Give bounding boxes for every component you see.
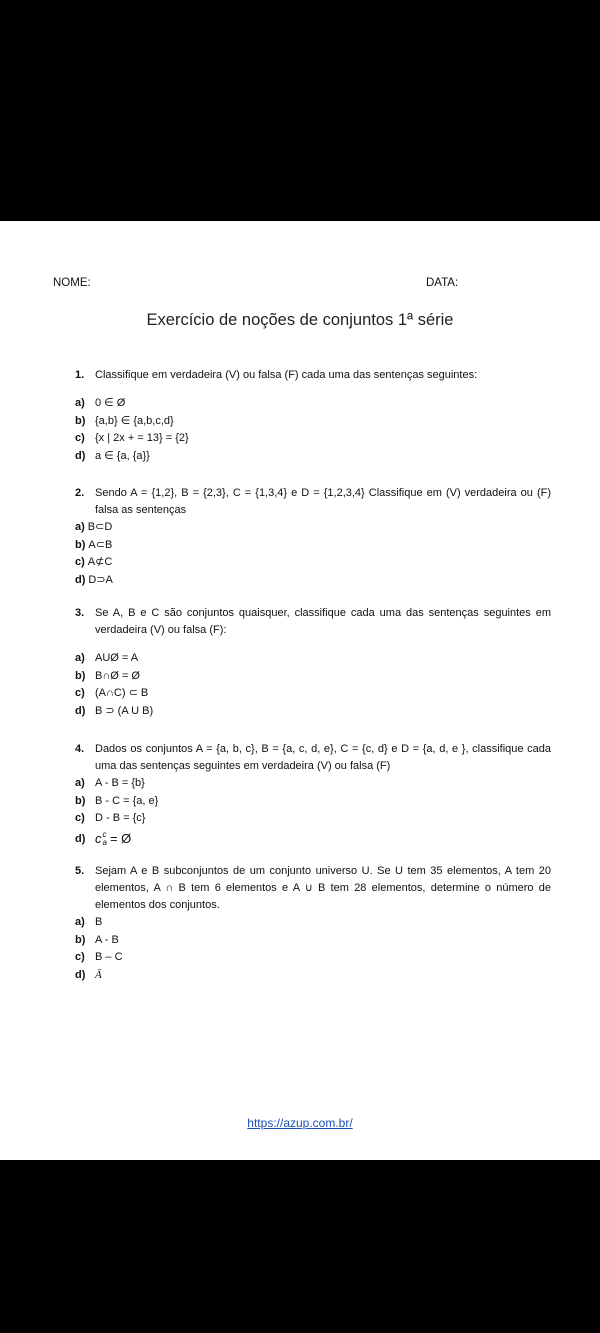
option-d: d) Ā	[75, 968, 102, 981]
option-c: c) B – C	[75, 951, 123, 963]
question-2	[75, 485, 551, 589]
question-1	[75, 367, 551, 465]
option-c: c) A⊄C	[75, 556, 113, 568]
option-d: d) a ∈ {a, {a}}	[75, 449, 150, 462]
option-b: b) {a,b} ∈ {a,b,c,d}	[75, 414, 174, 427]
question-5	[75, 863, 551, 984]
footer-link[interactable]: https://azup.com.br/	[247, 1116, 353, 1130]
option-a: a) A - B = {b}	[75, 777, 145, 789]
question-text: Dados os conjuntos A = {a, b, c}, B = {a, c, d, e}, C = {c, d} e D = {a, d, e }, classifique cada uma das sentenças seguintes em verdadeira (V) ou falsa (F)	[95, 743, 551, 772]
question-text: Sendo A = {1,2}, B = {2,3}, C = {1,3,4} e D = {1,2,3,4} Classifique em (V) verdadeira ou (F) falsa as sentenças	[95, 487, 551, 516]
question-4	[75, 741, 551, 850]
question-3	[75, 605, 551, 720]
option-b: b) A⊂B	[75, 538, 113, 551]
question-number: 4.	[75, 743, 85, 755]
option-b: b) B∩Ø = Ø	[75, 669, 140, 682]
document-page	[0, 221, 600, 1160]
option-d: d) B ⊃ (A U B)	[75, 704, 154, 717]
name-label: NOME:	[53, 277, 91, 289]
page-title: Exercício de noções de conjuntos 1ª série	[146, 311, 454, 329]
option-b: b) A - B	[75, 933, 119, 946]
option-d: d) D⊃A	[75, 573, 113, 586]
question-number: 5.	[75, 865, 85, 877]
question-text: Se A, B e C são conjuntos quaisquer, classifique cada uma das sentenças seguintes em verdadeira (V) ou falsa (F):	[95, 607, 551, 636]
option-a: a) B⊂D	[75, 521, 113, 533]
option-c: c) {x | 2x + = 13} = {2}	[75, 432, 189, 444]
option-b: b) B - C = {a, e}	[75, 794, 159, 807]
question-number: 1.	[75, 369, 85, 381]
option-a: a) 0 ∈ Ø	[75, 397, 126, 409]
question-text: Classifique em verdadeira (V) ou falsa (F) cada uma das sentenças seguintes:	[95, 369, 478, 381]
question-number: 3.	[75, 607, 85, 619]
option-c: c) D - B = {c}	[75, 812, 146, 824]
option-a: a) B	[75, 916, 103, 928]
option-a: a) AUØ = A	[75, 652, 139, 664]
option-d: d) c c a = Ø	[75, 828, 551, 850]
option-c: c) (A∩C) ⊂ B	[75, 687, 149, 699]
date-label: DATA:	[426, 277, 459, 289]
question-number: 2.	[75, 487, 85, 499]
question-text: Sejam A e B subconjuntos de um conjunto universo U. Se U tem 35 elementos, A tem 20 elementos, A ∩ B tem 6 elementos e A ∪ B tem 28 elementos, determine o número de elementos dos conjuntos.	[95, 865, 551, 911]
complement-symbol: c c a	[95, 830, 107, 848]
